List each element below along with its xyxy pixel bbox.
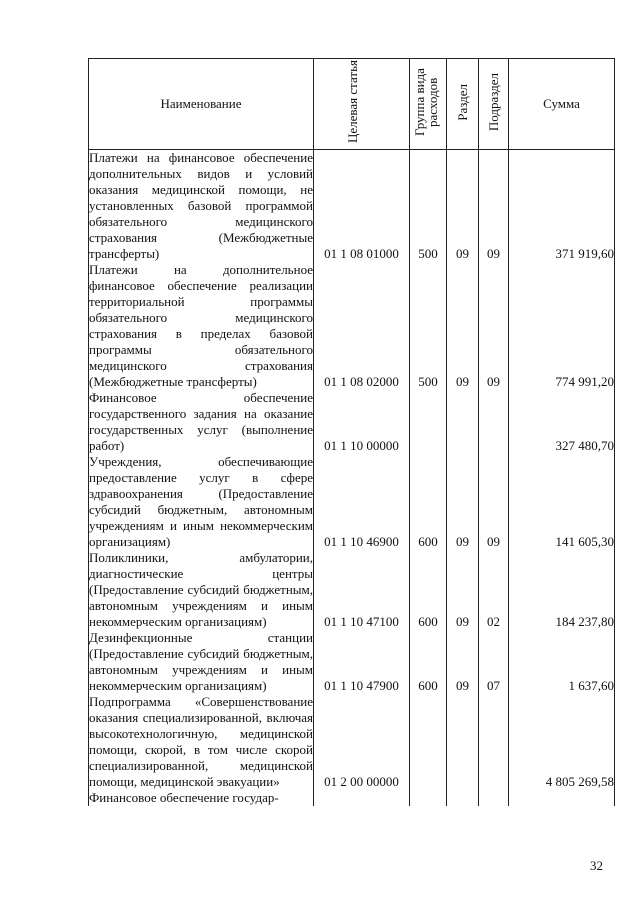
cell-sum: 184 237,80 [509,550,615,630]
cell-article: 01 1 10 46900 [314,454,410,550]
cell-group: 600 [410,454,447,550]
table-row [89,630,615,694]
cell-name: Поликлиники, амбулатории, диагностические центры (Предоставление субсидий бюджетным, автономным учреждениям и иным некоммерческим организациям) [89,550,313,629]
budget-table [88,58,615,806]
cell-section: 09 [447,630,479,694]
cell-subsection [479,694,509,790]
cell-group [410,694,447,790]
table-row [89,454,615,550]
cell-subsection: 09 [479,454,509,550]
cell-name: Подпрограмма «Совершенствование оказания специализированной, включая высокотехнологичную, медицинской помощи, скорой, в том числе скорой специализированной, медицинской помощи, медицинской эвакуации» [89,694,313,789]
cell-article: 01 1 10 47100 [314,550,410,630]
cell-subsection [479,390,509,454]
cell-name: Учреждения, обеспечивающие предоставление услуг в сфере здравоохранения (Предоставление субсидий бюджетным, автономным учреждениям и иным некоммерческим организациям) [89,454,313,549]
cell-section: 09 [447,262,479,390]
header-section: Раздел [447,59,479,150]
cell-sum: 4 805 269,58 [509,694,615,790]
cell-sum: 371 919,60 [509,150,615,263]
header-name: Наименование [89,59,314,150]
cell-article: 01 1 08 02000 [314,262,410,390]
cell-subsection: 09 [479,150,509,263]
cell-name: Дезинфекционные станции (Предоставление субсидий бюджетным, автономным учреждениям и иным некоммерческим организациям) [89,630,313,693]
table-row [89,150,615,263]
cell-group: 600 [410,630,447,694]
table-header-row [89,59,615,150]
cell-group: 600 [410,550,447,630]
cell-section [447,694,479,790]
cell-section [447,790,479,806]
header-subsection: Подраздел [479,59,509,150]
cell-group: 500 [410,150,447,263]
cell-name: Платежи на дополнительное финансовое обеспечение реализации территориальной программы обязательного медицинского страхования в пределах базовой программы обязательного медицинского страхования (Межбюджетные трансферты) [89,262,313,389]
cell-sum: 141 605,30 [509,454,615,550]
cell-article [314,790,410,806]
header-sum: Сумма [509,59,615,150]
cell-subsection: 09 [479,262,509,390]
cell-group [410,390,447,454]
cell-section: 09 [447,454,479,550]
table-row [89,262,615,390]
header-group: Группа вида расходов [410,59,447,150]
cell-sum [509,790,615,806]
cell-sum: 774 991,20 [509,262,615,390]
cell-name: Финансовое обеспечение государственного задания на оказание государственных услуг (выполнение работ) [89,390,313,453]
table-row [89,550,615,630]
cell-section: 09 [447,150,479,263]
cell-section: 09 [447,550,479,630]
cell-name: Финансовое обеспечение государ- [89,790,314,806]
cell-subsection: 02 [479,550,509,630]
cell-sum: 1 637,60 [509,630,615,694]
table-row [89,390,615,454]
header-article: Целевая статья [314,59,410,150]
table-row [89,694,615,790]
cell-article: 01 1 10 00000 [314,390,410,454]
cell-article: 01 1 10 47900 [314,630,410,694]
cell-article: 01 1 08 01000 [314,150,410,263]
cell-sum: 327 480,70 [509,390,615,454]
cell-group [410,790,447,806]
cell-group: 500 [410,262,447,390]
page-number: 32 [590,858,603,873]
table-row [89,790,615,806]
cell-section [447,390,479,454]
cell-article: 01 2 00 00000 [314,694,410,790]
cell-name: Платежи на финансовое обеспечение дополнительных видов и условий оказания медицинской помощи, не установленных базовой программой обязательного медицинского страхования (Межбюджетные трансферты) [89,150,313,261]
cell-subsection [479,790,509,806]
cell-subsection: 07 [479,630,509,694]
